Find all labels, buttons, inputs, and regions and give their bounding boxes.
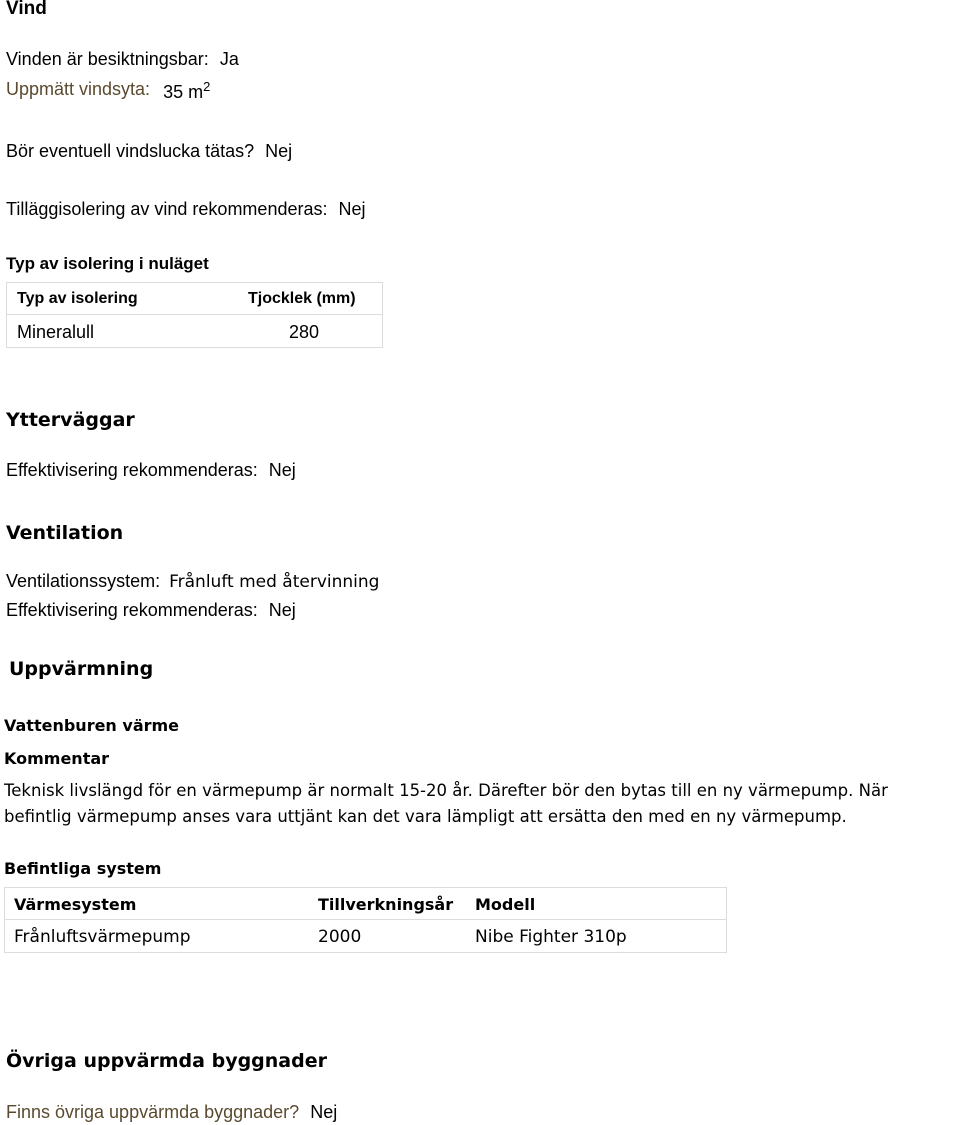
tillaggsisolering-value: Nej (338, 199, 366, 219)
befintliga-heading: Befintliga system (4, 859, 162, 878)
system-header-tillverkningsar: Tillverkningsår (318, 895, 454, 914)
ytterväggar-effektivisering-value: Nej (268, 460, 296, 480)
table-divider (7, 314, 382, 315)
isolering-cell-tjocklek: 280 (289, 322, 320, 342)
ventilation-effektivisering-value: Nej (268, 600, 296, 620)
ventilationssystem-value: Frånluft med återvinning (169, 572, 380, 592)
ytterväggar-effektivisering-row (6, 460, 296, 481)
vindsyta-label: Uppmätt vindsyta: (6, 79, 151, 99)
besiktningsbar-row (6, 49, 239, 70)
system-cell-tillverkningsar: 2000 (318, 927, 362, 947)
isolering-header-tjocklek: Tjocklek (mm) (248, 290, 356, 307)
section-heading-ventilation: Ventilation (6, 522, 124, 544)
vindslucka-value: Nej (265, 141, 293, 161)
system-header-modell: Modell (475, 895, 536, 914)
vindsyta-unit-exponent: 2 (203, 79, 211, 94)
vattenburen-heading: Vattenburen värme (4, 716, 180, 735)
system-cell-modell: Nibe Fighter 310p (475, 927, 627, 947)
isolering-cell-typ: Mineralull (17, 322, 95, 342)
vindsyta-row (6, 79, 210, 100)
section-heading-uppvarmning: Uppvärmning (9, 658, 154, 680)
kommentar-line-2: befintlig värmepump anses vara uttjänt kan det vara lämpligt att ersätta den med en ny värmepump. (4, 807, 847, 826)
vindslucka-label: Bör eventuell vindslucka tätas? (6, 141, 255, 161)
ytterväggar-effektivisering-label: Effektivisering rekommenderas: (6, 460, 258, 480)
isolering-header-typ: Typ av isolering (17, 290, 138, 307)
section-heading-ytterväggar: Ytterväggar (6, 409, 135, 431)
ovriga-question-value: Nej (310, 1102, 338, 1122)
besiktningsbar-value: Ja (219, 49, 239, 69)
ventilation-effektivisering-label: Effektivisering rekommenderas: (6, 600, 258, 620)
system-cell-varmesystem: Frånluftsvärmepump (14, 927, 191, 947)
vindslucka-row (6, 141, 292, 162)
isolering-heading: Typ av isolering i nuläget (6, 254, 209, 273)
kommentar-label: Kommentar (4, 749, 110, 768)
section-heading-ovriga: Övriga uppvärmda byggnader (6, 1050, 327, 1072)
ovriga-question-row (6, 1102, 337, 1123)
system-header-varmesystem: Värmesystem (14, 895, 137, 914)
ventilationssystem-label: Ventilationssystem: (6, 571, 161, 591)
section-heading-vind: Vind (6, 0, 47, 19)
vindsyta-value: 35 $m^2$ (163, 79, 211, 102)
table-divider (5, 919, 726, 920)
ventilation-effektivisering-row (6, 600, 296, 621)
besiktningsbar-label: Vinden är besiktningsbar: (6, 49, 209, 69)
tillaggsisolering-row (6, 199, 366, 220)
kommentar-line-1: Teknisk livslängd för en värmepump är normalt 15-20 år. Därefter bör den bytas till en ny värmepump. När (4, 781, 888, 800)
ventilationssystem-row (6, 571, 379, 592)
tillaggsisolering-label: Tilläggisolering av vind rekommenderas: (6, 199, 328, 219)
ovriga-question-label: Finns övriga uppvärmda byggnader? (6, 1102, 300, 1122)
